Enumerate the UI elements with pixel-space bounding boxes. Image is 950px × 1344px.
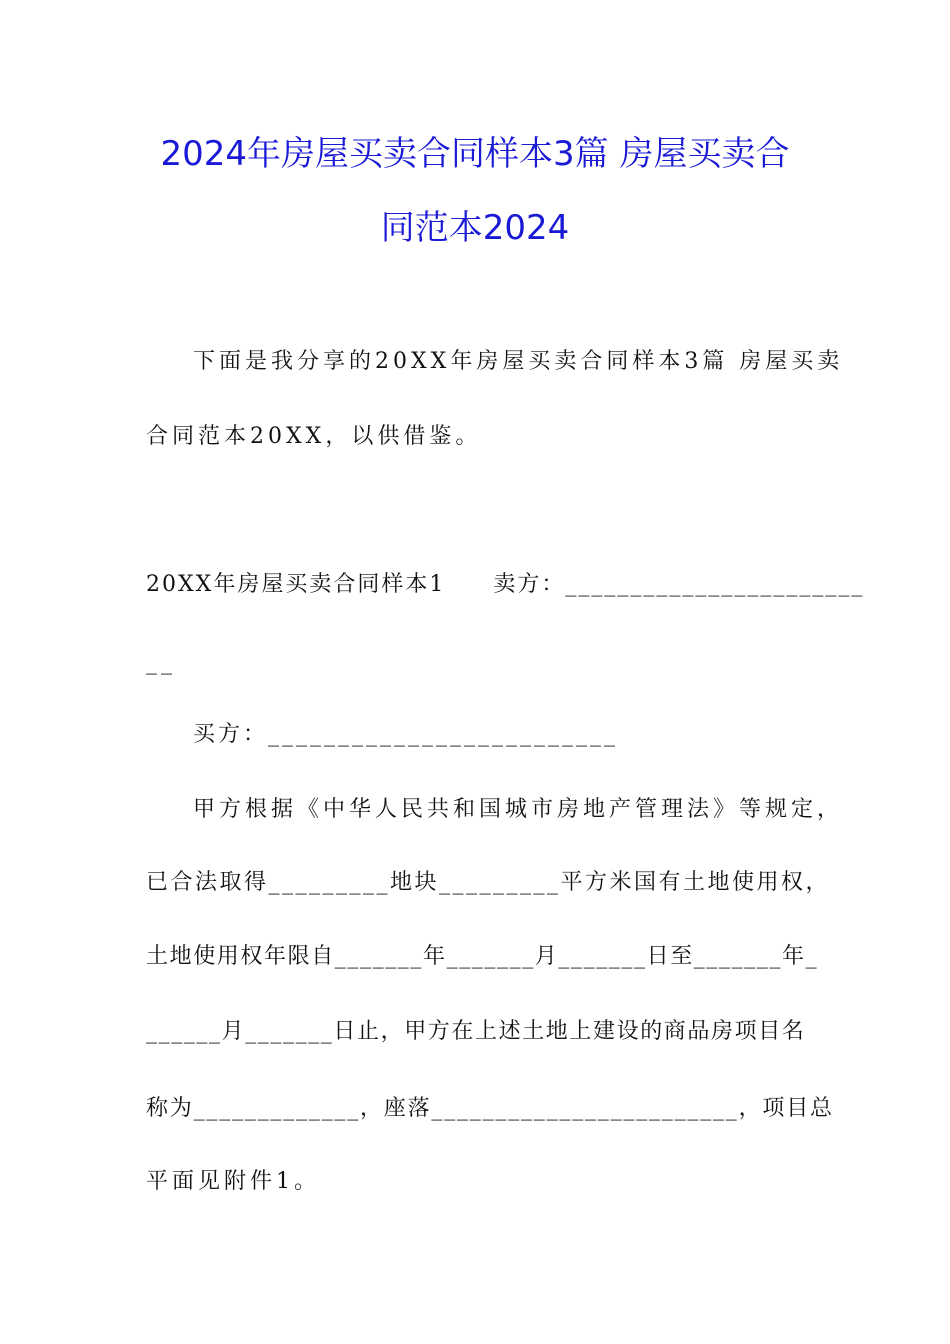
intro-line-2: 合同范本20XX，以供借鉴。 xyxy=(146,424,482,449)
title-line-1: 2024年房屋买卖合同样本3篇 房屋买卖合 xyxy=(160,134,790,174)
contract-para-line-3: 土地使用权年限自_______年_______月_______日至_______年_ xyxy=(146,944,819,969)
section-heading-continuation: __ xyxy=(146,650,176,675)
contract-para-line-1: 甲方根据《中华人民共和国城市房地产管理法》等规定， xyxy=(193,797,844,822)
title-line-2: 同范本2024 xyxy=(380,208,570,248)
section-heading-line: 20XX年房屋买卖合同样本1 卖方：_______________________ xyxy=(146,572,865,597)
contract-para-line-6: 平面见附件1。 xyxy=(146,1169,320,1194)
contract-para-line-4: ______月_______日止，甲方在上述土地上建设的商品房项目名 xyxy=(146,1019,806,1044)
contract-para-line-5: 称为_____________，座落________________________，项目总 xyxy=(146,1096,834,1121)
buyer-line: 买方：_________________________ xyxy=(193,722,619,747)
intro-line-1: 下面是我分享的20XX年房屋买卖合同样本3篇 房屋买卖 xyxy=(193,349,844,374)
contract-para-line-2: 已合法取得_________地块_________平方米国有土地使用权， xyxy=(146,870,831,895)
